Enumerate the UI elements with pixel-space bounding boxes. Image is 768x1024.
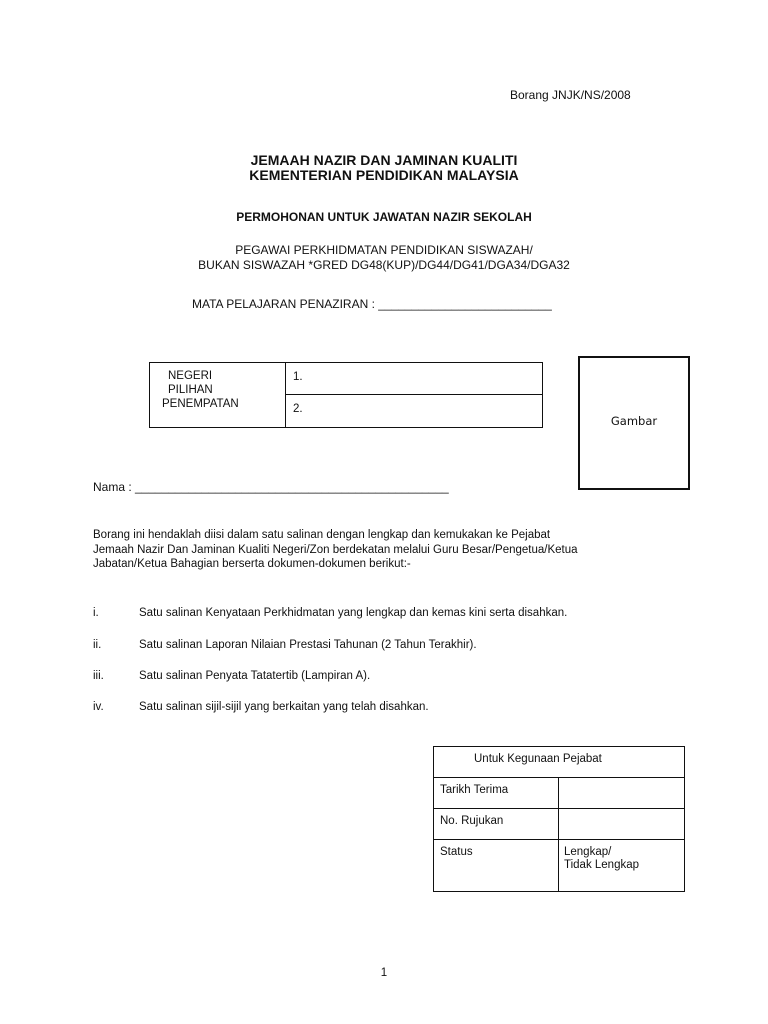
placement-label-line-1: NEGERI: [168, 370, 213, 382]
date-received-label: Tarikh Terima: [440, 784, 509, 796]
instruction-line-2: Jemaah Nazir Dan Jaminan Kualiti Negeri/Zon berdekatan melalui Guru Besar/Pengetua/Ketua: [93, 543, 578, 556]
status-label: Status: [440, 846, 473, 858]
document-item-number: iv.: [93, 701, 104, 713]
date-received-row: [434, 778, 684, 809]
reference-row: [434, 809, 684, 840]
form-subtitle: PERMOHONAN UNTUK JAWATAN NAZIR SEKOLAH: [236, 210, 532, 224]
form-code: Borang JNJK/NS/2008: [510, 88, 631, 102]
document-item-number: i.: [93, 607, 99, 619]
column-divider: [558, 778, 559, 808]
document-item-text: Satu salinan Kenyataan Perkhidmatan yang lengkap dan kemas kini serta disahkan.: [139, 607, 568, 619]
ministry-title: KEMENTERIAN PENDIDIKAN MALAYSIA: [249, 167, 519, 183]
name-field[interactable]: Nama : _______________________________________________: [93, 480, 449, 494]
document-item-number: iii.: [93, 670, 104, 682]
instruction-paragraph: [93, 528, 613, 572]
reference-label: No. Rujukan: [440, 815, 504, 827]
status-value: [564, 846, 639, 872]
placement-label-line-2: PILIHAN: [168, 384, 213, 396]
state-choice-1-number: 1.: [293, 371, 303, 383]
placement-label-line-3: PENEMPATAN: [162, 398, 239, 410]
column-divider: [558, 809, 559, 839]
status-row: [434, 840, 684, 891]
state-choice-2-field[interactable]: [286, 395, 542, 427]
placement-state-label: [150, 363, 286, 427]
photo-box[interactable]: [578, 356, 690, 490]
organization-title: JEMAAH NAZIR DAN JAMINAN KUALITI: [250, 152, 518, 168]
grade-line-2: BUKAN SISWAZAH *GRED DG48(KUP)/DG44/DG41/DGA34/DGA32: [198, 258, 570, 272]
document-item-number: ii.: [93, 639, 102, 651]
office-use-table: [433, 746, 685, 892]
photo-label: Gambar: [610, 414, 658, 428]
page-number: 1: [380, 967, 388, 979]
office-use-header: [434, 747, 684, 778]
instruction-line-1: Borang ini hendaklah diisi dalam satu salinan dengan lengkap dan kemukakan ke Pejabat: [93, 529, 551, 541]
subject-field[interactable]: MATA PELAJARAN PENAZIRAN : __________________________: [192, 297, 552, 311]
grade-line-1: PEGAWAI PERKHIDMATAN PENDIDIKAN SISWAZAH/: [235, 243, 533, 257]
instruction-line-3: Jabatan/Ketua Bahagian berserta dokumen-dokumen berikut:-: [93, 558, 411, 570]
status-value-line-1: Lengkap/: [564, 846, 612, 858]
status-value-line-2: Tidak Lengkap: [564, 859, 640, 871]
placement-state-table: [149, 362, 543, 428]
document-item-text: Satu salinan Laporan Nilaian Prestasi Tahunan (2 Tahun Terakhir).: [139, 639, 477, 651]
office-use-title: Untuk Kegunaan Pejabat: [474, 753, 602, 765]
state-choice-2-number: 2.: [293, 403, 303, 415]
column-divider: [558, 840, 559, 891]
state-choice-1-field[interactable]: [286, 363, 542, 395]
document-item-text: Satu salinan Penyata Tatatertib (Lampiran A).: [139, 670, 371, 682]
document-item-text: Satu salinan sijil-sijil yang berkaitan yang telah disahkan.: [139, 701, 429, 713]
